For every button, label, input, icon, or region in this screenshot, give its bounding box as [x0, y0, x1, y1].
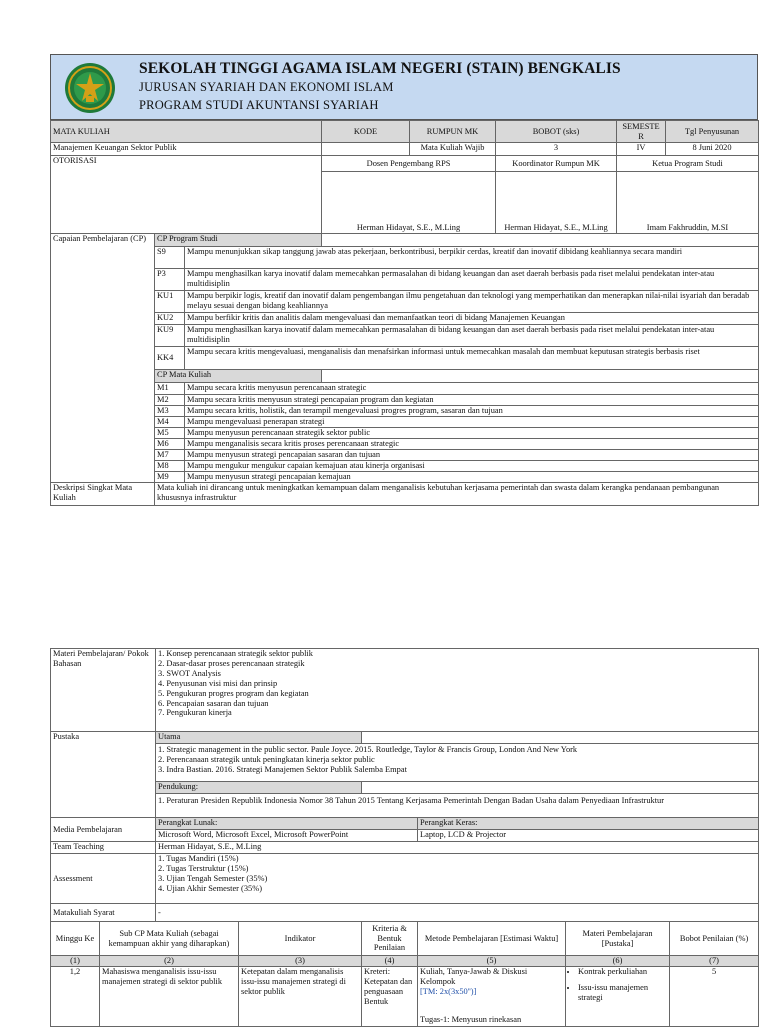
cpmk-text: Mampu menyusun perencanaan strategik sektor public [185, 428, 759, 439]
syarat-label: Matakuliah Syarat [51, 904, 156, 922]
row-week: 1,2 [51, 967, 100, 1027]
institution-logo-icon [64, 62, 116, 114]
materi-item: 1. Konsep perencanaan strategik sektor publik [158, 649, 313, 658]
cp-text: Mampu menghasilkan karya inovatif dalam memecahkan permasalahan di bidang keuangan dan aset daerah berbasis pada riset melalui pendekatan inter-atau multidisiplin [185, 325, 759, 347]
assessment-item: 4. Ujian Akhir Semester (35%) [158, 883, 262, 893]
cpmk-text: Mampu secara kritis, holistik, dan terampil mengevaluasi progres program, sasaran dan tujuan [185, 406, 759, 417]
h-matakuliah: MATA KULIAH [51, 121, 322, 143]
col-header-materi: Materi Pembelajaran [Pustaka] [566, 922, 670, 956]
assessment-item: 2. Tugas Terstruktur (15%) [158, 863, 249, 873]
cp-label: Capaian Pembelajaran (CP) [51, 234, 155, 483]
row-indikator: Ketepatan dalam menganalisis issu-issu manajemen strategi di sektor publik [239, 967, 362, 1027]
h-tgl: Tgl Penyusunan [666, 121, 759, 143]
prodi-title: PROGRAM STUDI AKUNTANSI SYARIAH [139, 98, 379, 112]
pustaka-pendukung-item: 1. Peraturan Presiden Republik Indonesia Nomor 38 Tahun 2015 Tentang Kerjasama Pemerintah Dengan Badan Usaha dalam Penyediaan Infrastruktur [156, 794, 759, 818]
media-lunak-value: Microsoft Word, Microsoft Excel, Microsoft PowerPoint [156, 830, 418, 842]
col-number: (4) [362, 956, 418, 967]
jurusan-title: JURUSAN SYARIAH DAN EKONOMI ISLAM [139, 80, 394, 94]
h-rumpun: RUMPUN MK [410, 121, 496, 143]
deskripsi-text: Mata kuliah ini dirancang untuk meningkatkan kemampuan dalam menganalisis kebutuhan kerjasama pemerintah dan swasta dalam kerangka pendanaan pembangunan khususnya infrastruktur [155, 483, 759, 506]
ketua-name: Imam Fakhruddin, M.SI [617, 172, 759, 234]
materi-item: 3. SWOT Analysis [158, 668, 221, 678]
course-name: Manajemen Keuangan Sektor Publik [51, 143, 322, 156]
pustaka-pendukung-header: Pendukung: [156, 782, 362, 794]
media-keras-value: Laptop, LCD & Projector [418, 830, 759, 842]
cpmk-code: M6 [155, 439, 185, 450]
h-semester: SEMESTE R [617, 121, 666, 143]
course-kode [322, 143, 410, 156]
course-bobot: 3 [496, 143, 617, 156]
assessment-item: 1. Tugas Mandiri (15%) [158, 854, 239, 863]
institution-title: SEKOLAH TINGGI AGAMA ISLAM NEGERI (STAIN) BENGKALIS [139, 60, 621, 77]
cp-text: Mampu menunjukkan sikap tanggung jawab atas pekerjaan, berkontribusi, berpikir cerdas, kreatif dan inovatif dibidang keahliannya secara mandiri [185, 247, 759, 269]
materi-label: Materi Pembelajaran/ Pokok Bahasan [51, 649, 156, 732]
cpmk-text: Mampu secara kritis menyusun perencanaan strategic [185, 383, 759, 395]
materi-item: 2. Dasar-dasar proses perencanaan strategik [158, 658, 305, 668]
cp-code: KU9 [155, 325, 185, 347]
cpmk-text: Mampu menyusun strategi pencapaian sasaran dan tujuan [185, 450, 759, 461]
cpmk-text: Mampu menyusun strategi pencapaian kemajuan [185, 472, 759, 483]
row-metode [418, 967, 566, 1027]
pustaka-utama-list [156, 744, 759, 782]
cp-code: KU2 [155, 313, 185, 325]
h-koordinator: Koordinator Rumpun MK [496, 156, 617, 172]
cpmk-code: M4 [155, 417, 185, 428]
h-ketua: Ketua Program Studi [617, 156, 759, 172]
cpmk-code: M1 [155, 383, 185, 395]
col-number: (2) [100, 956, 239, 967]
team-label: Team Teaching [51, 842, 156, 854]
col-number: (1) [51, 956, 100, 967]
list-item: • Issu-issu manajemen strategi [578, 983, 667, 1003]
pustaka-utama-item: 3. Indra Bastian. 2016. Strategi Manajemen Sektor Publik Salemba Empat [158, 764, 407, 774]
course-tgl: 8 Juni 2020 [666, 143, 759, 156]
cp-mk-header: CP Mata Kuliah [155, 370, 322, 383]
row-metode-tm: [TM: 2x(3x50'')] [420, 986, 477, 996]
row-kriteria: Kreteri: Ketepatan dan penguasaan Bentuk [362, 967, 418, 1027]
rps-table-1 [50, 120, 759, 506]
assessment-item: 3. Ujian Tengah Semester (35%) [158, 873, 268, 883]
cpmk-code: M5 [155, 428, 185, 439]
cp-text: Mampu secara kritis mengevaluasi, menganalisis dan menafsirkan informasi untuk memecahkan masalah dan membuat keputusan strategis berbasis riset [185, 347, 759, 370]
col-header-minggu: Minggu Ke [51, 922, 100, 956]
pustaka-utama-item: 2. Perencanaan strategik untuk peningkatan kinerja sektor public [158, 754, 375, 764]
cp-text: Mampu menghasilkan karya inovatif dalam memecahkan permasalahan di bidang keuangan dan aset daerah berbasis pada riset melalui pendekatan inter-atau multidisiplin [185, 269, 759, 291]
row-metode-tugas: Tugas-1: Menyusun rinekasan [420, 1014, 522, 1024]
h-kode: KODE [322, 121, 410, 143]
cpmk-text: Mampu menganalisis secara kritis proses perencanaan strategic [185, 439, 759, 450]
cpmk-text: Mampu mengukur mengukur capaian kemajuan atau kinerja organisasi [185, 461, 759, 472]
header-band [50, 54, 758, 120]
media-label: Media Pembelajaran [51, 818, 156, 842]
pustaka-utama-header: Utama [156, 732, 362, 744]
deskripsi-label: Deskripsi Singkat Mata Kuliah [51, 483, 155, 506]
otorisasi-label: OTORISASI [51, 156, 322, 234]
row-subcp: Mahasiswa menganalisis issu-issu manajemen strategi di sektor publik [100, 967, 239, 1027]
cpmk-code: M2 [155, 395, 185, 406]
materi-list [156, 649, 759, 732]
table-row [51, 967, 759, 1027]
cp-code: KU1 [155, 291, 185, 313]
cpmk-code: M9 [155, 472, 185, 483]
rps-table-2 [50, 648, 759, 1027]
cp-code: P3 [155, 269, 185, 291]
cpmk-text: Mampu mengevaluasi penerapan strategi [185, 417, 759, 428]
h-bobot: BOBOT (sks) [496, 121, 617, 143]
koordinator-name: Herman Hidayat, S.E., M.Ling [496, 172, 617, 234]
col-header-subcp: Sub CP Mata Kuliah (sebagai kemampuan akhir yang diharapkan) [100, 922, 239, 956]
row-bobot: 5 [670, 967, 759, 1027]
row-metode-text: Kuliah, Tanya-Jawab & Diskusi Kelompok [420, 967, 528, 986]
assessment-list [156, 854, 759, 904]
syarat-value: - [156, 904, 759, 922]
col-number: (6) [566, 956, 670, 967]
cp-code: S9 [155, 247, 185, 269]
col-number: (7) [670, 956, 759, 967]
col-header-bobot: Bobot Penilaian (%) [670, 922, 759, 956]
col-number: (5) [418, 956, 566, 967]
cp-code: KK4 [155, 347, 185, 370]
cpmk-text: Mampu secara kritis menyusun strategi pencapaian program dan kegiatan [185, 395, 759, 406]
pustaka-utama-item: 1. Strategic management in the public sector. Paule Joyce. 2015. Routledge, Taylor & Francis Group, London And New York [158, 745, 578, 754]
media-lunak-header: Perangkat Lunak: [156, 818, 418, 830]
materi-item: 6. Pencapaian sasaran dan tujuan [158, 698, 269, 708]
media-keras-header: Perangkat Keras: [418, 818, 759, 830]
course-semester: IV [617, 143, 666, 156]
course-rumpun: Mata Kuliah Wajib [410, 143, 496, 156]
row-materi [566, 967, 670, 1027]
list-item: • Kontrak perkuliahan [578, 967, 667, 977]
cpmk-code: M8 [155, 461, 185, 472]
h-dosen: Dosen Pengembang RPS [322, 156, 496, 172]
col-number: (3) [239, 956, 362, 967]
col-header-indikator: Indikator [239, 922, 362, 956]
cpmk-code: M3 [155, 406, 185, 417]
materi-item: 5. Pengukuran progres program dan kegiatan [158, 688, 309, 698]
col-header-metode: Metode Pembelajaran [Estimasi Waktu] [418, 922, 566, 956]
team-value: Herman Hidayat, S.E., M.Ling [156, 842, 759, 854]
col-header-kriteria: Kriteria & Bentuk Penilaian [362, 922, 418, 956]
cp-prodi-header: CP Program Studi [155, 234, 322, 247]
cp-text: Mampu berfikir kritis dan analitis dalam mengevaluasi dan memanfaatkan teori di bidang Manajemen Keuangan [185, 313, 759, 325]
cpmk-code: M7 [155, 450, 185, 461]
materi-item: 7. Pengukuran kinerja [158, 708, 232, 718]
dosen-name: Herman Hidayat, S.E., M.Ling [322, 172, 496, 234]
cp-text: Mampu berpikir logis, kreatif dan inovatif dalam pengembangan ilmu pengetahuan dan teknologi yang memperhatikan dan menerapkan nilai-nilai isyariah dan beradab melayu sesuai dengan bidang keahliannya [185, 291, 759, 313]
materi-item: 4. Penyusunan visi misi dan prinsip [158, 678, 278, 688]
pustaka-label: Pustaka [51, 732, 156, 818]
assessment-label: Assessment [51, 854, 156, 904]
